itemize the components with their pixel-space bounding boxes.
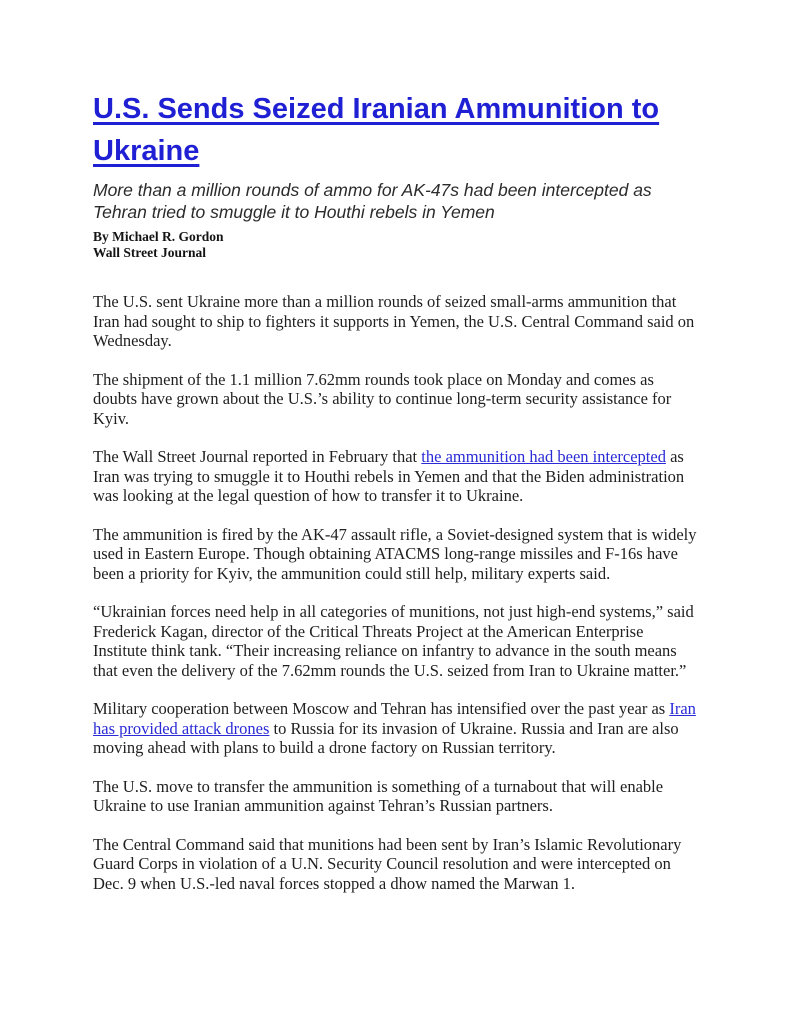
article-byline: By Michael R. Gordon	[93, 229, 224, 244]
paragraph-text: The Wall Street Journal reported in February that	[93, 447, 422, 466]
paragraph-text: as Iran was trying to smuggle it to Houthi rebels in Yemen and that the Biden administration was looking at the legal question of how to transfer it to Ukraine.	[93, 447, 685, 505]
article-paragraph	[93, 447, 697, 506]
article-paragraph	[93, 370, 697, 429]
inline-link[interactable]: Iran has provided attack drones	[93, 699, 696, 738]
paragraph-text: Military cooperation between Moscow and Tehran has intensified over the past year as	[93, 699, 670, 718]
paragraph-text: to Russia for its invasion of Ukraine. Russia and Iran are also moving ahead with plans to build a drone factory on Russian territory.	[93, 718, 679, 757]
article-paragraph	[93, 835, 697, 894]
paragraph-text: The U.S. sent Ukraine more than a million rounds of seized small-arms ammunition that Iran had sought to ship to fighters it supports in Yemen, the U.S. Central Command said on Wednesday.	[93, 292, 695, 350]
article-paragraph	[93, 525, 697, 584]
paragraph-text: The ammunition is fired by the AK-47 assault rifle, a Soviet-designed system that is widely used in Eastern Europe. Though obtaining ATACMS long-range missiles and F-16s have been a priority for Kyiv, the ammunition could still help, military experts said.	[93, 524, 697, 583]
article-subtitle: More than a million rounds of ammo for AK-47s had been intercepted as Tehran tried to smuggle it to Houthi rebels in Yemen	[93, 180, 652, 222]
article-source: Wall Street Journal	[93, 245, 206, 260]
article-paragraph	[93, 777, 697, 816]
paragraph-text: The U.S. move to transfer the ammunition is something of a turnabout that will enable Ukraine to use Iranian ammunition against Tehran’s Russian partners.	[93, 776, 664, 815]
paragraph-text: “Ukrainian forces need help in all categories of munitions, not just high-end systems,” said Frederick Kagan, director of the Critical Threats Project at the American Enterprise Institute think tank. “Their increasing reliance on infantry to advance in the south means that even the delivery of the 7.62mm rounds the U.S. seized from Iran to Ukraine matter.”	[93, 602, 694, 680]
paragraph-text: The Central Command said that munitions had been sent by Iran’s Islamic Revolutionary Guard Corps in violation of a U.N. Security Council resolution and were intercepted on Dec. 9 when U.S.-led naval forces stopped a dhow named the Marwan 1.	[93, 834, 682, 893]
article-paragraph	[93, 602, 697, 680]
paragraph-text: The shipment of the 1.1 million 7.62mm rounds took place on Monday and comes as doubts have grown about the U.S.’s ability to continue long-term security assistance for Kyiv.	[93, 369, 672, 428]
article-paragraph	[93, 292, 697, 351]
inline-link[interactable]: the ammunition had been intercepted	[421, 447, 666, 466]
article-paragraph	[93, 699, 697, 758]
article-title: U.S. Sends Seized Iranian Ammunition to Ukraine	[93, 93, 660, 167]
article-body	[93, 292, 697, 893]
